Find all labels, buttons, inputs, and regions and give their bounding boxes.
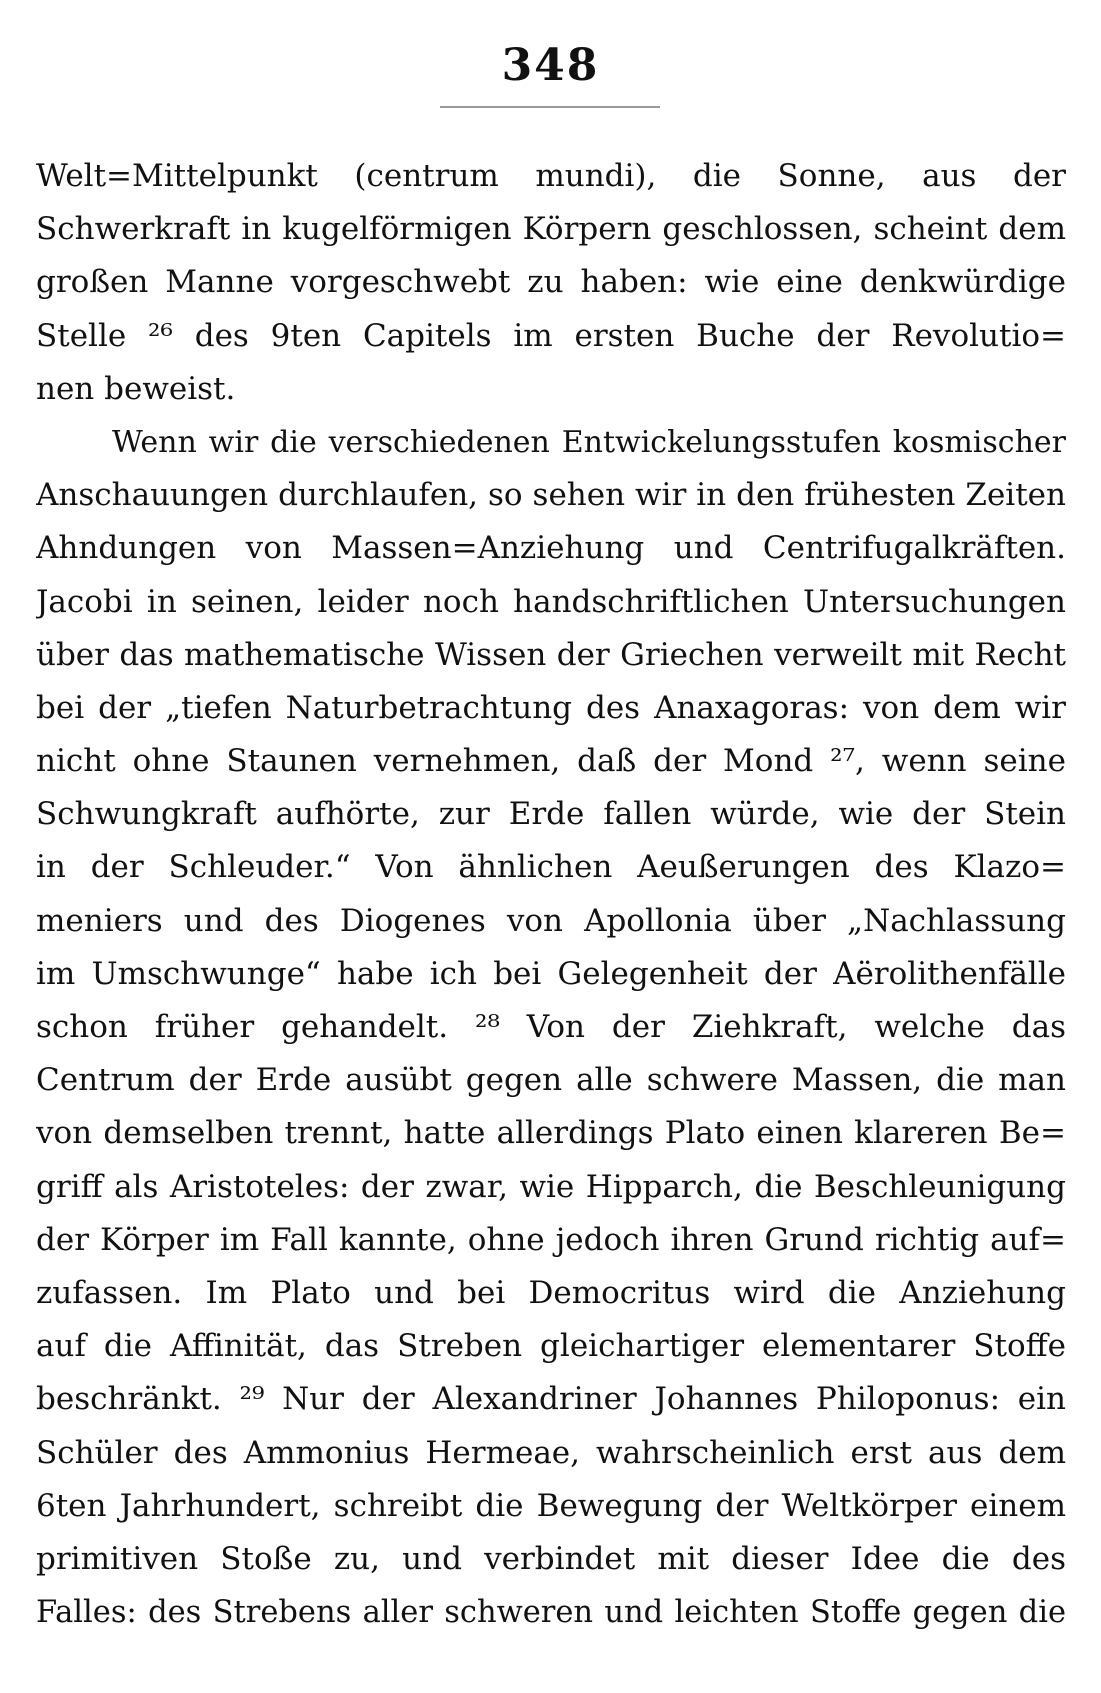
text-line: griff als Aristoteles: der zwar, wie Hipparch, die Beschleunigung xyxy=(36,1168,1066,1205)
text-line: Stelle ²⁶ des 9ten Capitels im ersten Buche der Revolutio= xyxy=(36,317,1066,354)
body-text xyxy=(36,150,1066,1639)
text-line: beschränkt. ²⁹ Nur der Alexandriner Johannes Philoponus: ein xyxy=(36,1381,1066,1418)
text-line: 6ten Jahrhundert, schreibt die Bewegung der Weltkörper einem xyxy=(36,1487,1066,1524)
text-line: auf die Affinität, das Streben gleichartiger elementarer Stoffe xyxy=(36,1328,1066,1365)
text-line: Welt=Mittelpunkt (centrum mundi), die Sonne, aus der xyxy=(36,158,1066,194)
text-line: schon früher gehandelt. ²⁸ Von der Ziehkraft, welche das xyxy=(36,1009,1066,1045)
text-line: Schwerkraft in kugelförmigen Körpern geschlossen, scheint dem xyxy=(36,211,1066,248)
text-line: Wenn wir die verschiedenen Entwickelungsstufen kosmischer xyxy=(112,424,1066,460)
text-line: primitiven Stoße zu, und verbindet mit dieser Idee die des xyxy=(36,1540,1066,1577)
text-line: von demselben trennt, hatte allerdings Plato einen klareren Be= xyxy=(36,1115,1066,1152)
text-line: meniers und des Diogenes von Apollonia über „Nachlassung xyxy=(36,902,1066,939)
text-line: Schwungkraft aufhörte, zur Erde fallen würde, wie der Stein xyxy=(36,796,1066,833)
text-line: nicht ohne Staunen vernehmen, daß der Mond ²⁷, wenn seine xyxy=(36,743,1066,780)
text-line: der Körper im Fall kannte, ohne jedoch ihren Grund richtig auf= xyxy=(36,1221,1066,1258)
text-line: Centrum der Erde ausübt gegen alle schwere Massen, die man xyxy=(36,1062,1066,1099)
text-line: Ahndungen von Massen=Anziehung und Centrifugalkräften. xyxy=(36,530,1066,567)
text-line: im Umschwunge“ habe ich bei Gelegenheit der Aërolithenfälle xyxy=(36,955,1066,992)
text-line: Jacobi in seinen, leider noch handschriftlichen Untersuchungen xyxy=(36,583,1066,620)
text-line: in der Schleuder.“ Von ähnlichen Aeußerungen des Klazo= xyxy=(36,849,1066,886)
text-line: zufassen. Im Plato und bei Democritus wird die Anziehung xyxy=(36,1274,1066,1311)
text-line: Schüler des Ammonius Hermeae, wahrscheinlich erst aus dem xyxy=(36,1434,1066,1471)
text-line: Falles: des Strebens aller schweren und leichten Stoffe gegen die xyxy=(36,1595,1066,1631)
header-rule xyxy=(440,106,660,108)
page-number: 348 xyxy=(501,40,600,91)
text-line: über das mathematische Wissen der Griechen verweilt mit Recht xyxy=(36,636,1066,673)
text-line: bei der „tiefen Naturbetrachtung des Anaxagoras: von dem wir xyxy=(36,689,1066,726)
text-line: nen beweist. xyxy=(36,370,236,407)
text-line: Anschauungen durchlaufen, so sehen wir in den frühesten Zeiten xyxy=(36,477,1066,514)
text-line: großen Manne vorgeschwebt zu haben: wie eine denkwürdige xyxy=(36,264,1066,301)
